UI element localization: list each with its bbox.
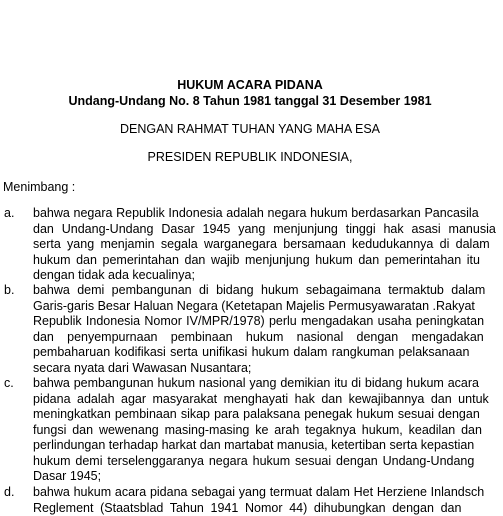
item-marker: d.	[4, 485, 14, 501]
text-line: Dasar 1945;	[33, 469, 503, 485]
text-line: Reglement (Staatsblad Tahun 1941 Nomor 44) dihubungkan dengan dan	[33, 501, 503, 516]
item-text	[33, 206, 503, 284]
text-line: bahwa hukum acara pidana sebagai yang termuat dalam Het Herziene Inlandsch	[33, 485, 503, 501]
text-line: meningkatkan pembinaan sikap para palaksana penegak hukum sesuai dengan	[33, 407, 503, 423]
menimbang-label: Menimbang :	[3, 180, 75, 195]
text-line: pembaharuan kodifikasi serta unifikasi hukum dalam rangkuman pelaksanaan	[33, 345, 503, 361]
item-text	[33, 283, 503, 376]
president-heading: PRESIDEN REPUBLIK INDONESIA,	[0, 150, 500, 165]
text-line: serta yang menjamin segala warganegara bersamaan kedudukannya di dalam	[33, 237, 503, 253]
item-text	[33, 485, 503, 516]
text-line: dengan tidak ada kecualinya;	[33, 268, 503, 284]
text-line: bahwa pembangunan hukum nasional yang demikian itu di bidang hukum acara	[33, 376, 503, 392]
text-line: perlindungan terhadap harkat dan martabat manusia, ketertiban serta kepastian	[33, 438, 503, 454]
item-marker: a.	[4, 206, 14, 222]
document-title: HUKUM ACARA PIDANA	[0, 78, 500, 93]
text-line: hukum dan pemerintahan dan wajib menjunjung hukum dan pemerintahan itu	[33, 253, 503, 269]
item-text	[33, 376, 503, 485]
text-line: bahwa negara Republik Indonesia adalah negara hukum berdasarkan Pancasila	[33, 206, 503, 222]
text-line: secara nyata dari Wawasan Nusantara;	[33, 361, 503, 377]
document-subtitle: Undang-Undang No. 8 Tahun 1981 tanggal 31 Desember 1981	[0, 94, 500, 109]
item-marker: c.	[4, 376, 14, 392]
text-line: bahwa demi pembangunan di bidang hukum sebagaimana termaktub dalam	[33, 283, 503, 299]
preamble-text: DENGAN RAHMAT TUHAN YANG MAHA ESA	[0, 122, 500, 137]
text-line: Republik Indonesia Nomor IV/MPR/1978) perlu mengadakan usaha peningkatan	[33, 314, 503, 330]
text-line: dan penyempurnaan pembinaan hukum nasional dengan mengadakan	[33, 330, 503, 346]
text-line: pidana adalah agar masyarakat menghayati hak dan kewajibannya dan untuk	[33, 392, 503, 408]
text-line: fungsi dan wewenang masing-masing ke arah tegaknya hukum, keadilan dan	[33, 423, 503, 439]
text-line: Garis-garis Besar Haluan Negara (Ketetapan Majelis Permusyawaratan .Rakyat	[33, 299, 503, 315]
item-marker: b.	[4, 283, 14, 299]
text-line: hukum demi terselenggaranya negara hukum sesuai dengan Undang-Undang	[33, 454, 503, 470]
text-line: dan Undang-Undang Dasar 1945 yang menjunjung tinggi hak asasi manusia	[33, 222, 503, 238]
